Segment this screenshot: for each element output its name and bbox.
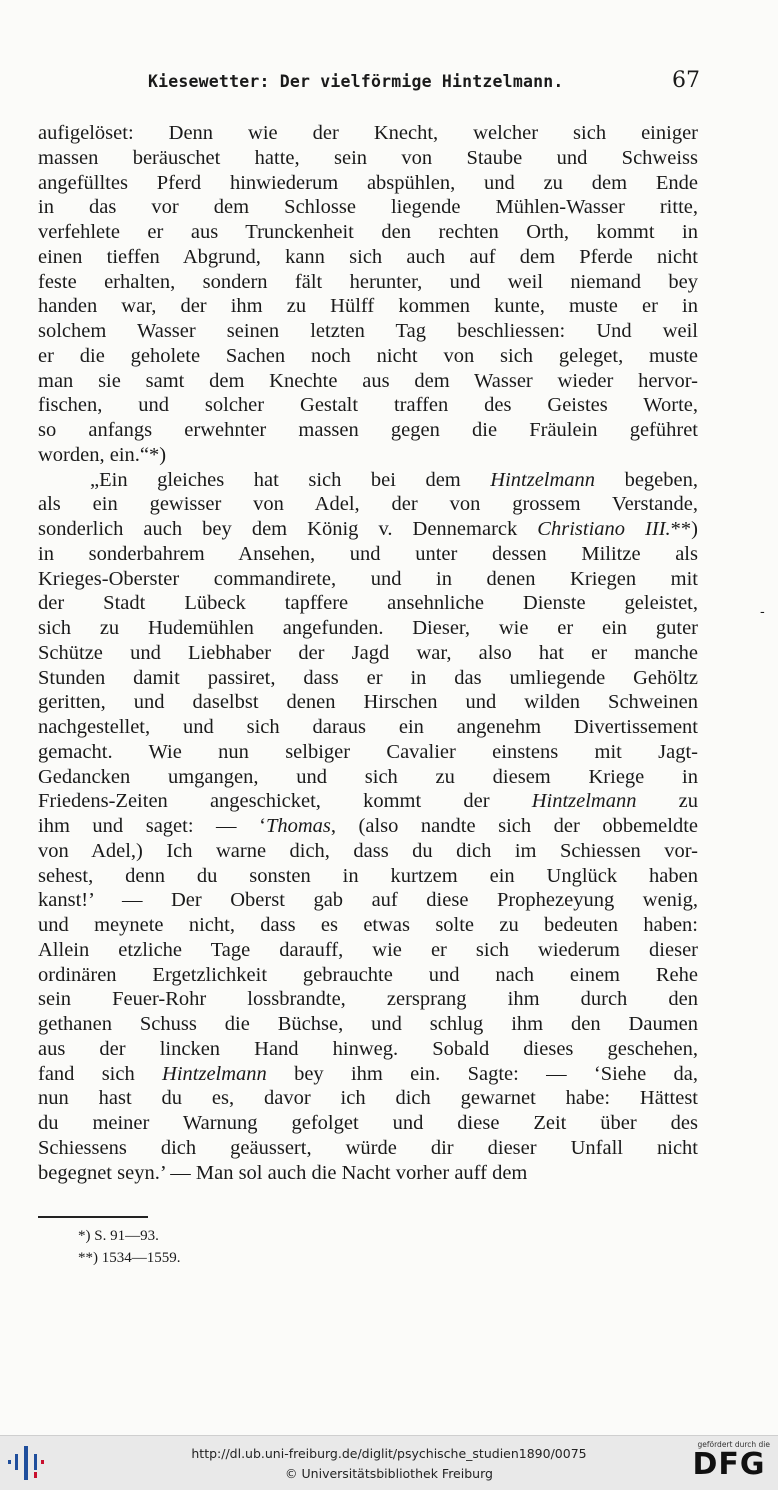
text-line: Krieges-Oberster commandirete, und in denen Kriegen mit bbox=[38, 567, 698, 590]
text-line: „Ein gleiches hat sich bei dem Hintzelmann begeben, bbox=[90, 468, 699, 491]
dfg-tagline: gefördert durch die bbox=[697, 1440, 770, 1449]
text-line: sich zu Hudemühlen angefunden. Dieser, wie er ein guter bbox=[38, 617, 698, 639]
text-line: als ein gewisser von Adel, der von grossem Verstande, bbox=[38, 493, 698, 516]
text-line: du meiner Warnung gefolget und diese Zeit über des bbox=[38, 1112, 698, 1134]
text-line: sein Feuer-Rohr lossbrandte, zersprang ihm durch den bbox=[38, 988, 698, 1011]
text-line: in sonderbahrem Ansehen, und unter dessen Militze als bbox=[38, 542, 698, 565]
text-line: aufigelöset: Denn wie der Knecht, welcher sich einiger bbox=[38, 122, 698, 144]
text-line: worden, ein.“*) bbox=[38, 443, 167, 466]
text-line: nachgestellet, und sich daraus ein angenehm Divertissement bbox=[38, 716, 698, 738]
body-text bbox=[38, 121, 698, 1185]
text-line: ordinären Ergetzlichkeit gebrauchte und nach einem Rehe bbox=[38, 963, 698, 986]
copyright-notice: © Universitätsbibliothek Freiburg bbox=[285, 1466, 493, 1481]
text-line: er die geholete Sachen noch nicht von sich geleget, muste bbox=[38, 344, 698, 367]
footnotes bbox=[78, 1225, 181, 1269]
text-line: begegnet seyn.’ — Man sol auch die Nacht vorher auff dem bbox=[38, 1161, 528, 1184]
text-line: und meynete nicht, dass es etwas solte zu bedeuten haben: bbox=[38, 914, 698, 936]
viewer-footer bbox=[0, 1435, 778, 1490]
text-line: der Stadt Lübeck tapffere ansehnliche Dienste geleistet, bbox=[38, 592, 698, 615]
text-line: Allein etzliche Tage darauff, wie er sich wiederum dieser bbox=[38, 938, 698, 961]
text-line: feste erhalten, sondern fält herunter, und weil niemand bey bbox=[38, 270, 698, 293]
text-line: nun hast du es, davor ich dich gewarnet habe: Hättest bbox=[38, 1087, 698, 1110]
text-line: so anfangs erwehnter massen gegen die Fräulein geführet bbox=[38, 419, 698, 441]
dfg-logo[interactable] bbox=[688, 1440, 770, 1486]
page-number: 67 bbox=[672, 68, 700, 93]
text-line: sehest, denn du sonsten in kurtzem ein Unglück haben bbox=[38, 864, 698, 887]
margin-mark: - bbox=[760, 604, 765, 620]
text-line: in das vor dem Schlosse liegende Mühlen-Wasser ritte, bbox=[38, 196, 698, 219]
text-line: Stunden damit passiret, dass er in das umliegende Gehöltz bbox=[38, 666, 698, 689]
text-line: fischen, und solcher Gestalt traffen des Geistes Worte, bbox=[38, 394, 698, 417]
text-line: Schiessens dich geäussert, würde dir dieser Unfall nicht bbox=[38, 1136, 698, 1159]
dfg-wordmark: DFG bbox=[692, 1447, 766, 1482]
footnote-rule bbox=[38, 1216, 148, 1218]
footnote-1: *) S. 91—93. bbox=[78, 1228, 159, 1244]
text-line: Friedens-Zeiten angeschicket, kommt der Hintzelmann zu bbox=[38, 790, 698, 813]
text-line: solchem Wasser seinen letzten Tag beschliessen: Und weil bbox=[38, 320, 698, 342]
permalink-url[interactable]: http://dl.ub.uni-freiburg.de/diglit/psychische_studien1890/0075 bbox=[191, 1446, 587, 1461]
running-header bbox=[38, 68, 700, 106]
text-line: gethanen Schuss die Büchse, und schlug ihm den Daumen bbox=[38, 1013, 698, 1035]
text-line: aus der lincken Hand hinweg. Sobald dieses geschehen, bbox=[38, 1037, 698, 1060]
text-line: fand sich Hintzelmann bey ihm ein. Sagte: — ‘Siehe da, bbox=[38, 1062, 698, 1085]
text-line: einen tieffen Abgrund, kann sich auch auf dem Pferde nicht bbox=[38, 245, 698, 268]
text-line: verfehlete er aus Trunckenheit den rechten Orth, kommt in bbox=[38, 221, 698, 243]
text-line: geritten, und daselbst denen Hirschen und wilden Schweinen bbox=[38, 691, 698, 714]
text-line: man sie samt dem Knechte aus dem Wasser wieder hervor- bbox=[38, 369, 698, 392]
text-line: Gedancken umgangen, und sich zu diesem Kriege in bbox=[38, 765, 698, 788]
text-line: kanst!’ — Der Oberst gab auf diese Prophezeyung wenig, bbox=[38, 889, 698, 912]
text-line: gemacht. Wie nun selbiger Cavalier einstens mit Jagt- bbox=[38, 740, 698, 763]
text-line: handen war, der ihm zu Hülff kommen kunte, muste er in bbox=[38, 295, 698, 318]
text-line: Schütze und Liebhaber der Jagd war, also hat er manche bbox=[38, 641, 698, 664]
text-line: ihm und saget: — ‘Thomas, (also nandte sich der obbemeldte bbox=[38, 815, 698, 837]
text-line: sonderlich auch bey dem König v. Dennemarck Christiano III.**) bbox=[38, 518, 698, 540]
text-line: massen beräuschet hatte, sein von Staube und Schweiss bbox=[38, 146, 698, 169]
text-line: von Adel,) Ich warne dich, dass du dich im Schiessen vor- bbox=[38, 839, 698, 862]
text-line: angefülltes Pferd hinwiederum abspühlen, und zu dem Ende bbox=[38, 171, 698, 194]
footnote-2: **) 1534—1559. bbox=[78, 1250, 181, 1266]
running-title: Kiesewetter: Der vielförmige Hintzelmann. bbox=[148, 72, 564, 91]
